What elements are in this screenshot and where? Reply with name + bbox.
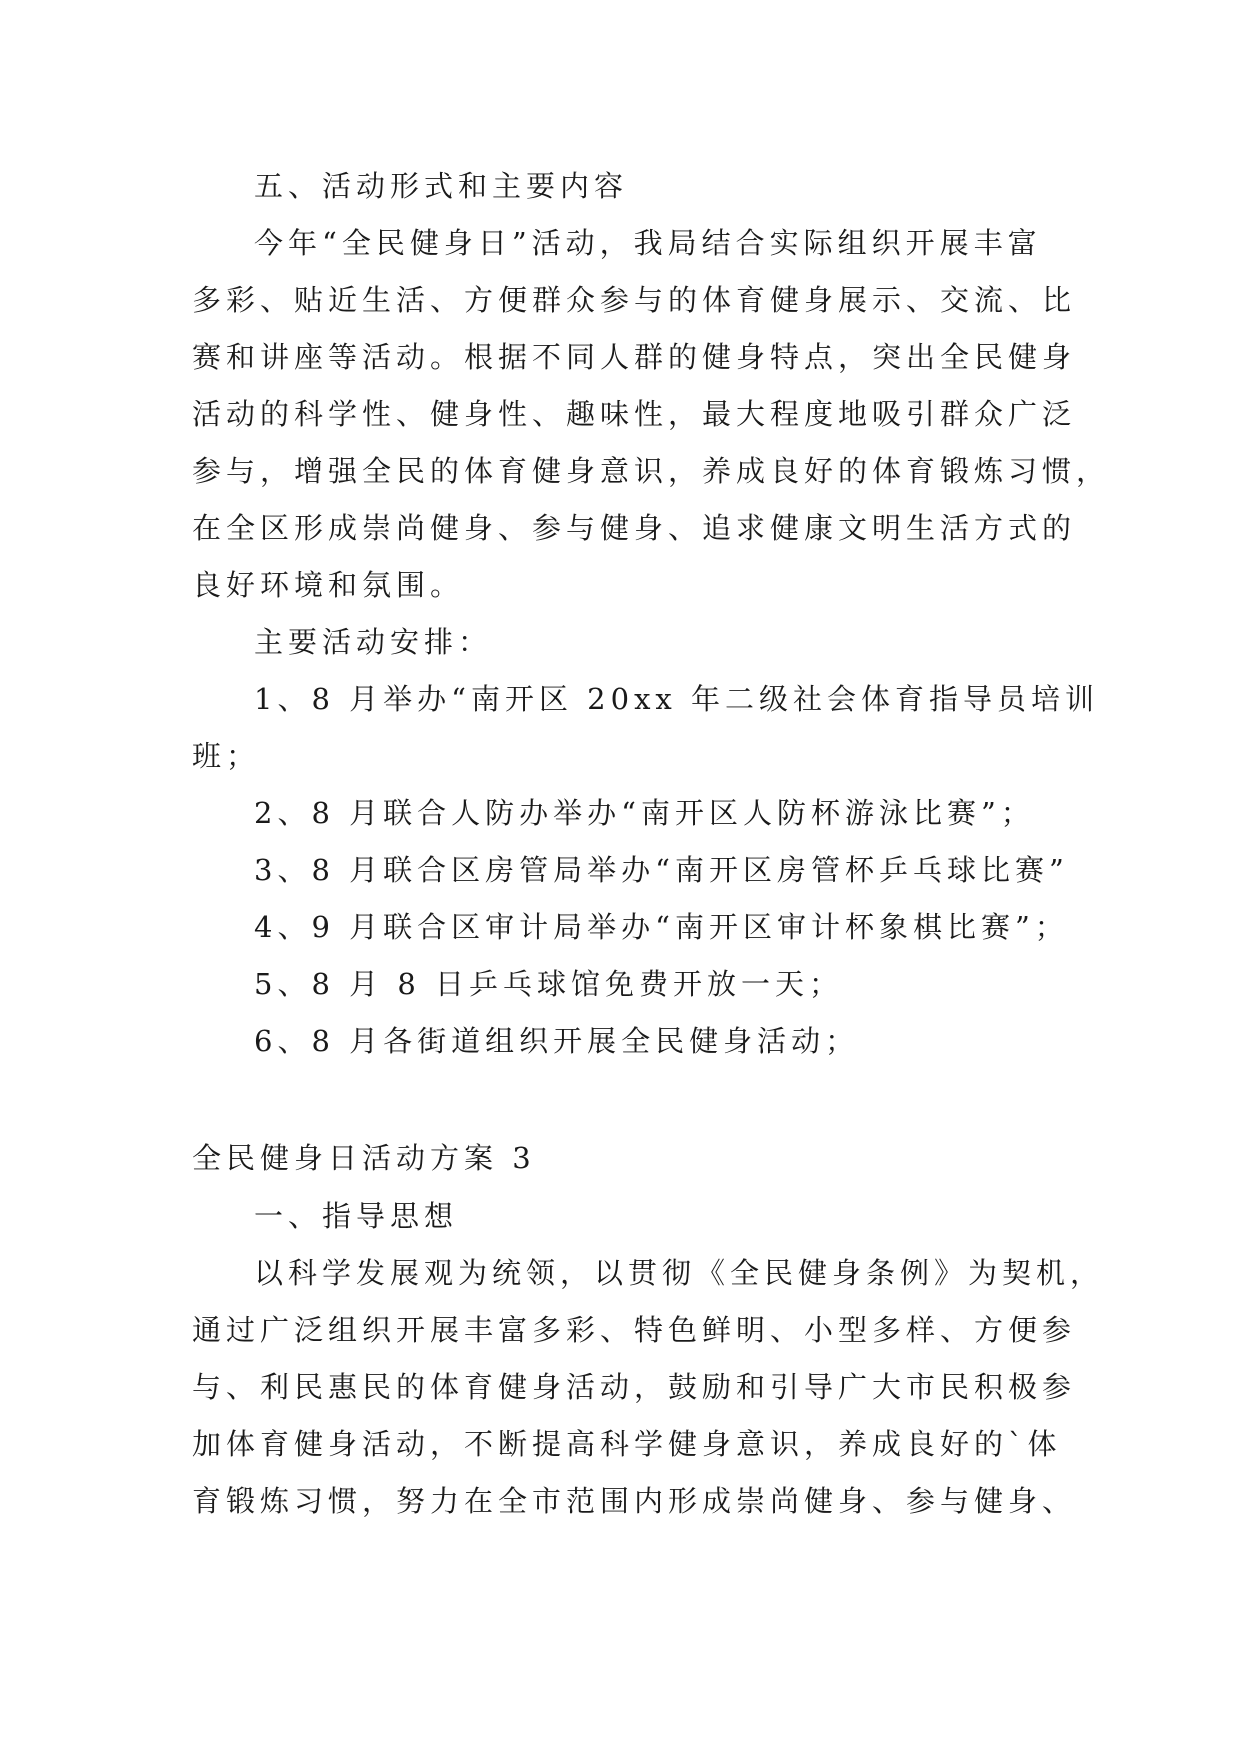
paragraph-line: 以科学发展观为统领，以贯彻《全民健身条例》为契机， xyxy=(254,1256,1105,1290)
paragraph-line: 活动的科学性、健身性、趣味性，最大程度地吸引群众广泛 xyxy=(192,397,1077,431)
list-item: 6、8 月各街道组织开展全民健身活动； xyxy=(254,1024,860,1058)
paragraph-line: 赛和讲座等活动。根据不同人群的健身特点，突出全民健身 xyxy=(192,340,1077,374)
list-item: 2、8 月联合人防办举办“南开区人防杯游泳比赛”； xyxy=(254,796,1035,830)
paragraph-line: 育锻炼习惯，努力在全市范围内形成崇尚健身、参与健身、 xyxy=(192,1484,1077,1518)
paragraph-line: 在全区形成崇尚健身、参与健身、追求健康文明生活方式的 xyxy=(192,511,1077,545)
paragraph-line: 参与，增强全民的体育健身意识，养成良好的体育锻炼习惯， xyxy=(192,454,1111,488)
list-item: 4、9 月联合区审计局举办“南开区审计杯象棋比赛”； xyxy=(254,910,1069,944)
arrangement-title: 主要活动安排： xyxy=(254,625,493,659)
list-item: 3、8 月联合区房管局举办“南开区房管杯乒乓球比赛” xyxy=(254,853,1069,887)
section-heading-guiding-ideology: 一、指导思想 xyxy=(254,1199,459,1233)
paragraph-line: 与、利民惠民的体育健身活动，鼓励和引导广大市民积极参 xyxy=(192,1370,1077,1404)
paragraph-line: 良好环境和氛围。 xyxy=(192,568,465,602)
paragraph-line: 多彩、贴近生活、方便群众参与的体育健身展示、交流、比 xyxy=(192,283,1077,317)
paragraph-line: 通过广泛组织开展丰富多彩、特色鲜明、小型多样、方便参 xyxy=(192,1313,1077,1347)
section-heading-activity-form: 五、活动形式和主要内容 xyxy=(254,169,629,203)
paragraph-line: 今年“全民健身日”活动，我局结合实际组织开展丰富 xyxy=(254,226,1042,260)
paragraph-line: 加体育健身活动，不断提高科学健身意识，养成良好的`体 xyxy=(192,1427,1062,1461)
list-item: 1、8 月举办“南开区 20xx 年二级社会体育指导员培训 xyxy=(254,682,1099,716)
plan-title: 全民健身日活动方案 3 xyxy=(192,1141,536,1175)
list-item: 5、8 月 8 日乒乓球馆免费开放一天； xyxy=(254,967,844,1001)
list-item: 班； xyxy=(192,739,261,773)
